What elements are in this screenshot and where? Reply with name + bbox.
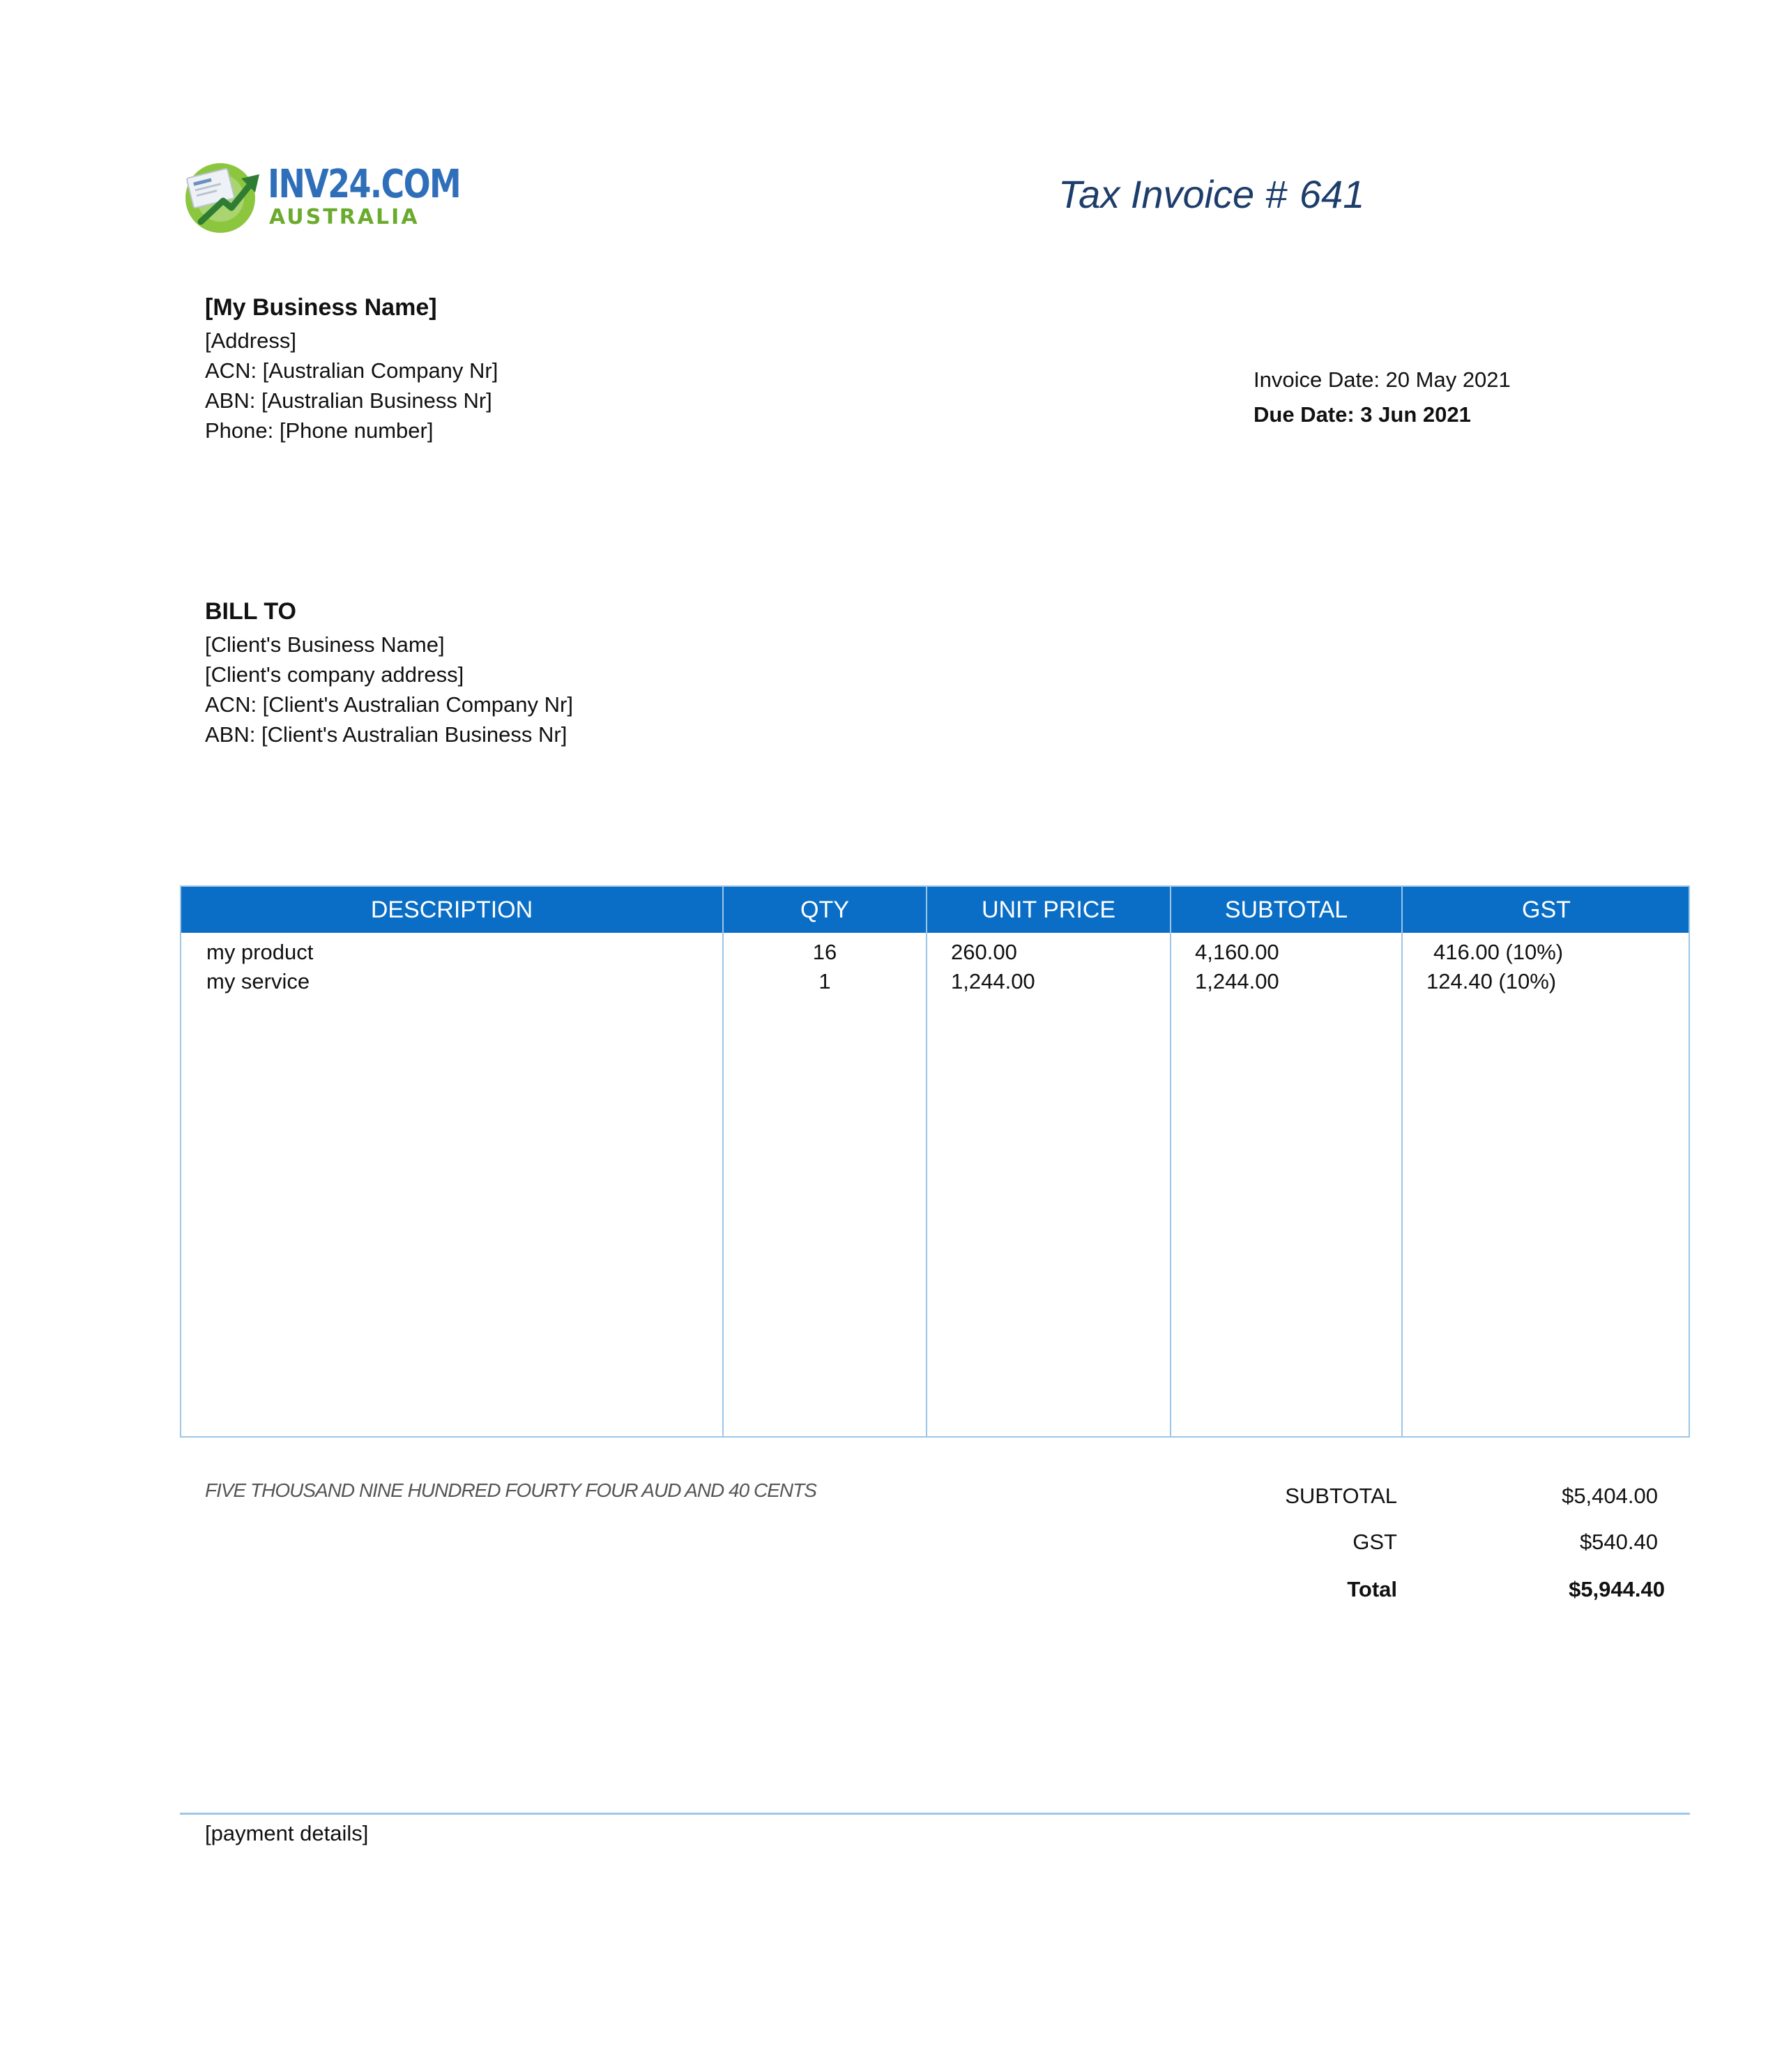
due-date: Due Date: 3 Jun 2021 <box>1254 402 1471 427</box>
row-subtotal: 4,160.00 <box>1195 940 1279 964</box>
row-subtotal: 1,244.00 <box>1195 969 1279 993</box>
invoice-number: 641 <box>1299 172 1365 216</box>
row-gst: 416.00 (10%) <box>1433 940 1564 964</box>
gst-value: $540.40 <box>1579 1530 1658 1554</box>
header-description: DESCRIPTION <box>370 897 533 923</box>
sender-address: [Address] <box>205 328 296 353</box>
footer-divider <box>180 1813 1690 1815</box>
subtotal-label: SUBTOTAL <box>1285 1484 1397 1508</box>
client-abn: ABN: [Client's Australian Business Nr] <box>205 722 567 747</box>
invoice-growth-arrow-icon <box>180 158 266 236</box>
amount-in-words: FIVE THOUSAND NINE HUNDRED FOURTY FOUR AUD AND 40 CENTS <box>205 1479 816 1501</box>
total-value: $5,944.40 <box>1569 1577 1665 1601</box>
row-description: my service <box>206 969 310 993</box>
header-unit-price: UNIT PRICE <box>981 897 1116 923</box>
column-divider <box>1170 887 1171 1436</box>
client-acn: ACN: [Client's Australian Company Nr] <box>205 692 573 717</box>
payment-details: [payment details] <box>205 1821 369 1845</box>
logo-text-main: INV24.COM <box>268 162 461 207</box>
row-qty: 1 <box>818 969 831 993</box>
row-unit-price: 1,244.00 <box>951 969 1035 993</box>
header-qty: QTY <box>800 897 849 923</box>
line-items-table <box>180 885 1690 1438</box>
column-divider <box>926 887 927 1436</box>
header-gst: GST <box>1522 897 1571 923</box>
row-unit-price: 260.00 <box>951 940 1017 964</box>
subtotal-value: $5,404.00 <box>1562 1484 1658 1508</box>
invoice-title <box>1058 172 1364 217</box>
sender-name: [My Business Name] <box>205 294 437 321</box>
header-subtotal: SUBTOTAL <box>1224 897 1348 923</box>
sender-abn: ABN: [Australian Business Nr] <box>205 388 492 413</box>
sender-block <box>205 293 498 445</box>
total-label: Total <box>1347 1577 1397 1601</box>
invoice-dates <box>1254 363 1511 432</box>
sender-acn: ACN: [Australian Company Nr] <box>205 358 498 383</box>
row-gst: 124.40 (10%) <box>1426 969 1557 993</box>
gst-label: GST <box>1353 1530 1397 1554</box>
table-header <box>181 887 1689 933</box>
invoice-title-label: Tax Invoice # <box>1058 172 1287 216</box>
company-logo <box>180 158 461 236</box>
sender-phone: Phone: [Phone number] <box>205 418 434 443</box>
bill-to-block <box>205 597 573 749</box>
bill-to-heading: BILL TO <box>205 598 296 625</box>
invoice-date: Invoice Date: 20 May 2021 <box>1254 367 1511 392</box>
client-address: [Client's company address] <box>205 662 464 687</box>
row-qty: 16 <box>812 940 837 964</box>
client-name: [Client's Business Name] <box>205 632 445 657</box>
column-divider <box>1401 887 1403 1436</box>
row-description: my product <box>206 940 314 964</box>
logo-text-sub: AUSTRALIA <box>269 205 420 229</box>
